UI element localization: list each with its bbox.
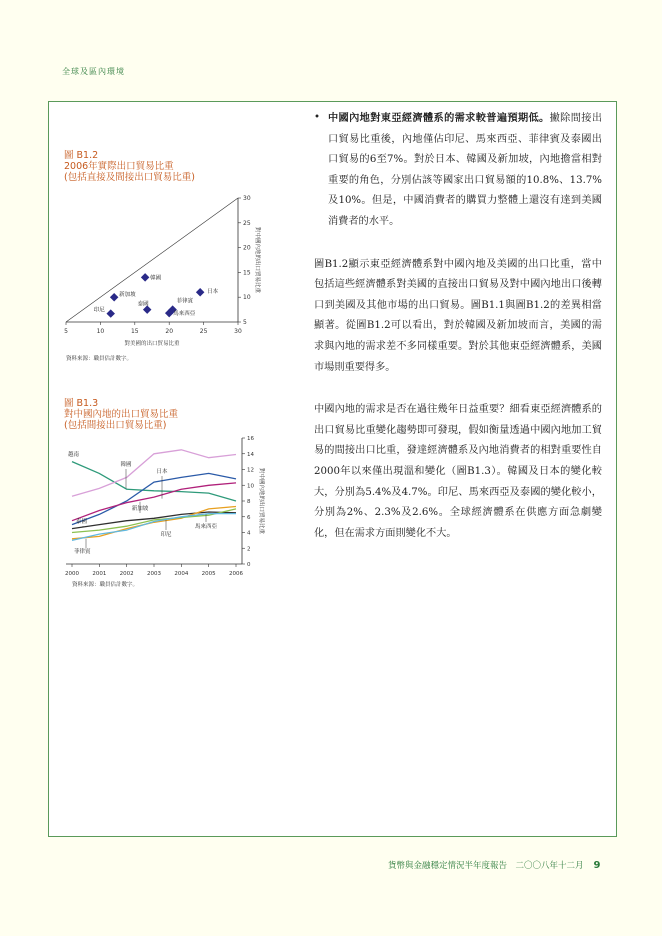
x-tick-label: 15	[130, 328, 139, 335]
point-label: 菲律賓	[176, 298, 194, 305]
fig-b12-title-line2: (包括直接及間接出口貿易比重)	[64, 172, 195, 183]
y-tick-label: 10	[243, 294, 251, 302]
fig-b12-source: 資料來源：職員估計數字。	[66, 356, 133, 362]
y-tick-label: 5	[243, 319, 247, 326]
x-tick-label: 2001	[92, 571, 107, 577]
point-label: 馬來西亞	[173, 311, 196, 318]
body-text	[314, 108, 602, 544]
y-tick-label: 4	[247, 530, 251, 537]
y-tick-label: 2	[247, 546, 251, 553]
y-tick-label: 6	[247, 514, 251, 521]
point-label: 泰國	[137, 301, 149, 308]
point-label: 韓國	[150, 275, 162, 282]
x-tick-label: 2004	[174, 571, 189, 577]
x-tick-label: 2003	[147, 571, 161, 577]
scatter-point	[141, 273, 149, 281]
bullet-icon: •	[314, 112, 321, 123]
x-tick-label: 5	[64, 328, 68, 335]
y-tick-label: 14	[247, 451, 254, 458]
y-tick-label: 30	[243, 195, 251, 202]
series-line	[72, 473, 236, 524]
y-axis-title: 對中國內地的出口貿易比重	[258, 467, 264, 535]
fig-b13-source: 資料來源：職員估計數字。	[72, 582, 139, 588]
y-tick-label: 15	[243, 269, 251, 277]
y-tick-label: 20	[243, 244, 251, 252]
series-label: 菲律賓	[74, 549, 91, 555]
x-axis-title: 對美國的出口貿易比重	[124, 341, 180, 347]
fig-b13-title-line1: 對中國內地的出口貿易比重	[64, 409, 179, 420]
fig-b12-label: 圖 B1.2	[64, 150, 99, 161]
y-tick-label: 12	[247, 467, 254, 474]
series-line	[72, 450, 236, 497]
footer-report-title: 貨幣與金融穩定情況半年度報告 二〇〇八年十二月	[388, 861, 584, 871]
y-tick-label: 16	[247, 436, 254, 442]
page-number: 9	[593, 860, 601, 871]
fig-b13-label: 圖 B1.3	[64, 398, 99, 409]
point-label: 日本	[207, 289, 219, 296]
series-label: 日本	[156, 469, 168, 475]
fig-b12-scatter-chart	[56, 190, 276, 355]
diagonal-45-line	[66, 198, 238, 322]
series-label: 新加坡	[131, 506, 149, 512]
fig-b13-line-chart	[56, 432, 276, 582]
bullet-body: 撇除間接出口貿易比重後，內地僅佔印尼、馬來西亞、菲律賓及泰國出口貿易的6至7%。對於日本、韓國及新加坡，內地擔當相對重要的角色，分別佔該等國家出口貿易額的10.8%、13.7%及10%。但是，中國消費者的購買力整體上還沒有達到美國消費者的水平。	[328, 113, 603, 227]
series-label: 越南	[68, 452, 80, 458]
y-tick-label: 0	[247, 562, 251, 568]
series-label: 馬來西亞	[194, 524, 218, 530]
series-line	[72, 462, 236, 501]
x-tick-label: 2006	[229, 571, 243, 577]
paragraph-2: 圖B1.2顯示東亞經濟體系對中國內地及美國的出口比重，當中包括這些經濟體系對美國的直接出口貿易及對中國內地出口後轉口到美國及其他市場的出口貿易。圖B1.1與圖B1.2的差異相當顯著。從圖B1.2可以看出，對於韓國及新加坡而言，美國的需求與內地的需求差不多同樣重要。對於其他東亞經濟體系，美國市場則重要得多。	[314, 258, 602, 373]
scatter-point	[196, 288, 204, 296]
section-header: 全球及區內環境	[62, 67, 125, 76]
series-label: 韓國	[120, 462, 132, 468]
scatter-point	[106, 309, 114, 317]
point-label: 印尼	[93, 307, 105, 314]
scatter-point	[110, 293, 118, 301]
x-tick-label: 20	[165, 328, 174, 335]
fig-b12-title-line1: 2006年實際出口貿易比重	[64, 161, 174, 172]
y-tick-label: 25	[243, 219, 251, 227]
point-label: 新加坡	[119, 292, 136, 299]
x-tick-label: 2000	[65, 571, 79, 577]
footer	[388, 859, 600, 871]
series-label: 泰國	[76, 519, 88, 525]
x-tick-label: 2002	[119, 571, 134, 577]
y-tick-label: 10	[247, 483, 254, 490]
x-tick-label: 10	[96, 328, 105, 335]
y-tick-label: 8	[247, 499, 251, 505]
fig-b13-title	[64, 398, 178, 431]
bullet-paragraph	[314, 108, 602, 233]
bullet-lead: 中國內地對東亞經濟體系的需求較普遍預期低。	[328, 112, 550, 124]
x-tick-label: 2005	[201, 571, 216, 577]
x-tick-label: 30	[234, 328, 242, 335]
fig-b12-title	[64, 150, 195, 183]
y-axis-title: 對中國內地的出口貿易比重	[254, 226, 260, 294]
x-tick-label: 25	[199, 328, 208, 335]
series-label: 印尼	[160, 532, 172, 538]
paragraph-3: 中國內地的需求是否在過往幾年日益重要？細看東亞經濟體系的出口貿易比重變化趨勢即可發現，假如衡量透過中國內地加工貿易的間接出口比重，發達經濟體系及內地消費者的相對重要性自2000年以來僅出現溫和變化（圖B1.3）。韓國及日本的變化較大，分別為5.4%及4.7%。印尼、馬來西亞及泰國的變化較小，分別為2%、2.3%及2.6%。全球經濟體系在供應方面急劇變化，但在需求方面則變化不大。	[314, 404, 602, 539]
fig-b13-title-line2: (包括間接出口貿易比重)	[64, 420, 167, 431]
